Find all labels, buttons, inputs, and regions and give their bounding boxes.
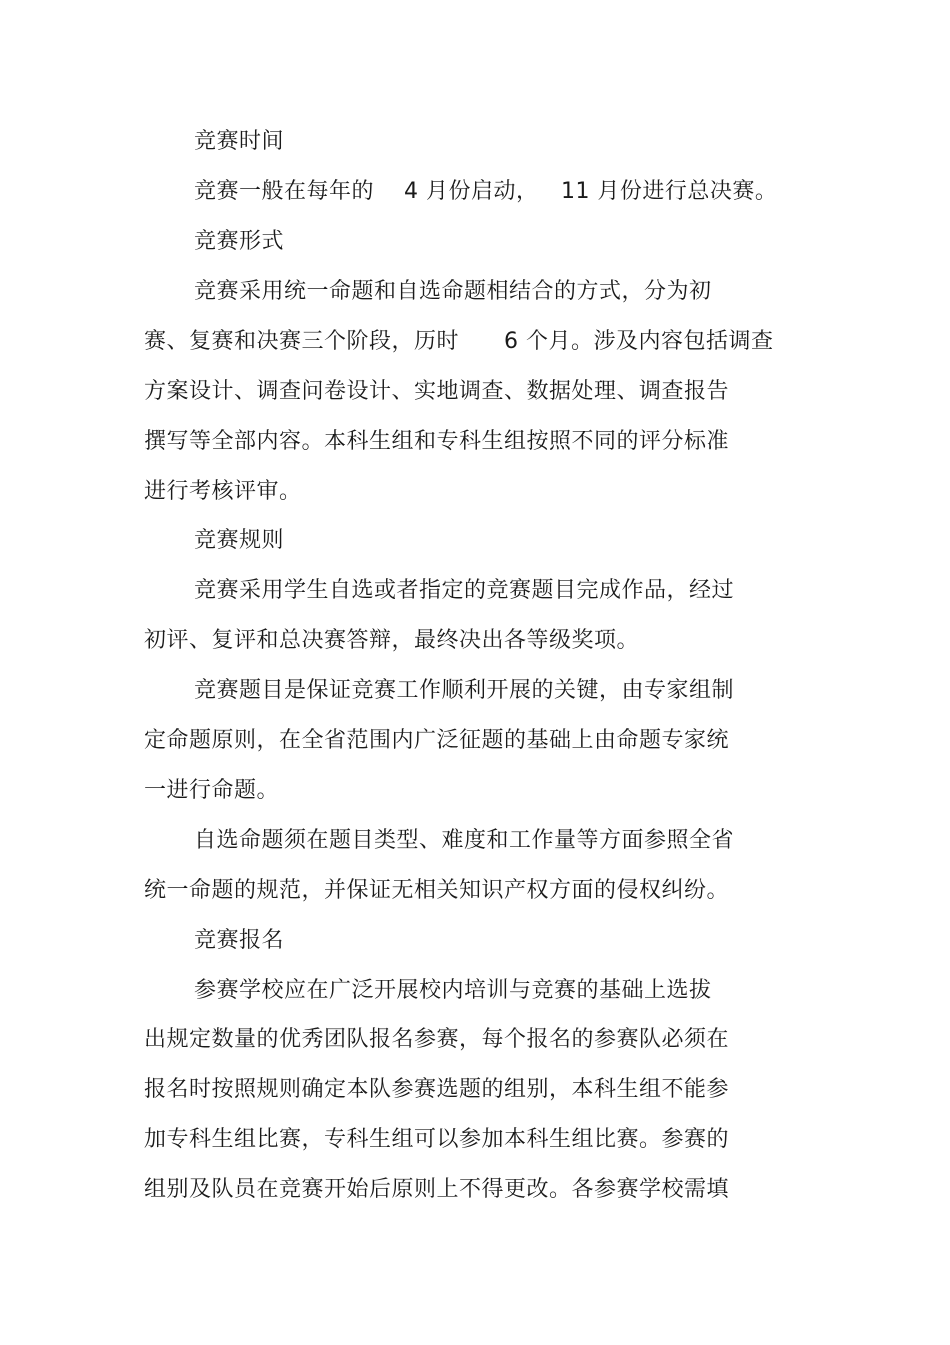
paragraph-line: 参赛学校应在广泛开展校内培训与竞赛的基础上选拔	[194, 978, 712, 1003]
paragraph-line: 初评、复评和总决赛答辩，最终决出各等级奖项。	[144, 628, 640, 653]
paragraph-line: 组别及队员在竞赛开始后原则上不得更改。各参赛学校需填	[144, 1177, 730, 1202]
heading-competition-registration: 竞赛报名	[194, 928, 285, 953]
paragraph-line: 一进行命题。	[144, 778, 280, 803]
paragraph-line: 加专科生组比赛，专科生组可以参加本科生组比赛。参赛的	[144, 1127, 730, 1152]
paragraph-line: 赛、复赛和决赛三个阶段，历时 6 个月。涉及内容包括调查	[144, 329, 774, 354]
paragraph-line: 竞赛采用统一命题和自选命题相结合的方式，分为初	[194, 279, 712, 304]
paragraph-line: 竞赛题目是保证竞赛工作顺利开展的关键，由专家组制	[194, 678, 735, 703]
paragraph-line: 报名时按照规则确定本队参赛选题的组别，本科生组不能参	[144, 1077, 730, 1102]
paragraph-line: 方案设计、调查问卷设计、实地调查、数据处理、调查报告	[144, 379, 730, 404]
paragraph-line: 定命题原则，在全省范围内广泛征题的基础上由命题专家统	[144, 728, 730, 753]
paragraph-line: 统一命题的规范，并保证无相关知识产权方面的侵权纠纷。	[144, 878, 730, 903]
heading-competition-format: 竞赛形式	[194, 229, 285, 254]
paragraph-line: 撰写等全部内容。本科生组和专科生组按照不同的评分标准	[144, 429, 730, 454]
heading-competition-rules: 竞赛规则	[194, 528, 285, 553]
paragraph-line: 自选命题须在题目类型、难度和工作量等方面参照全省	[194, 828, 735, 853]
paragraph-line: 出规定数量的优秀团队报名参赛，每个报名的参赛队必须在	[144, 1027, 730, 1052]
paragraph-line: 竞赛一般在每年的 4 月份启动， 11 月份进行总决赛。	[194, 179, 778, 204]
paragraph-line: 进行考核评审。	[144, 479, 302, 504]
heading-competition-time: 竞赛时间	[194, 129, 285, 154]
paragraph-line: 竞赛采用学生自选或者指定的竞赛题目完成作品，经过	[194, 578, 735, 603]
